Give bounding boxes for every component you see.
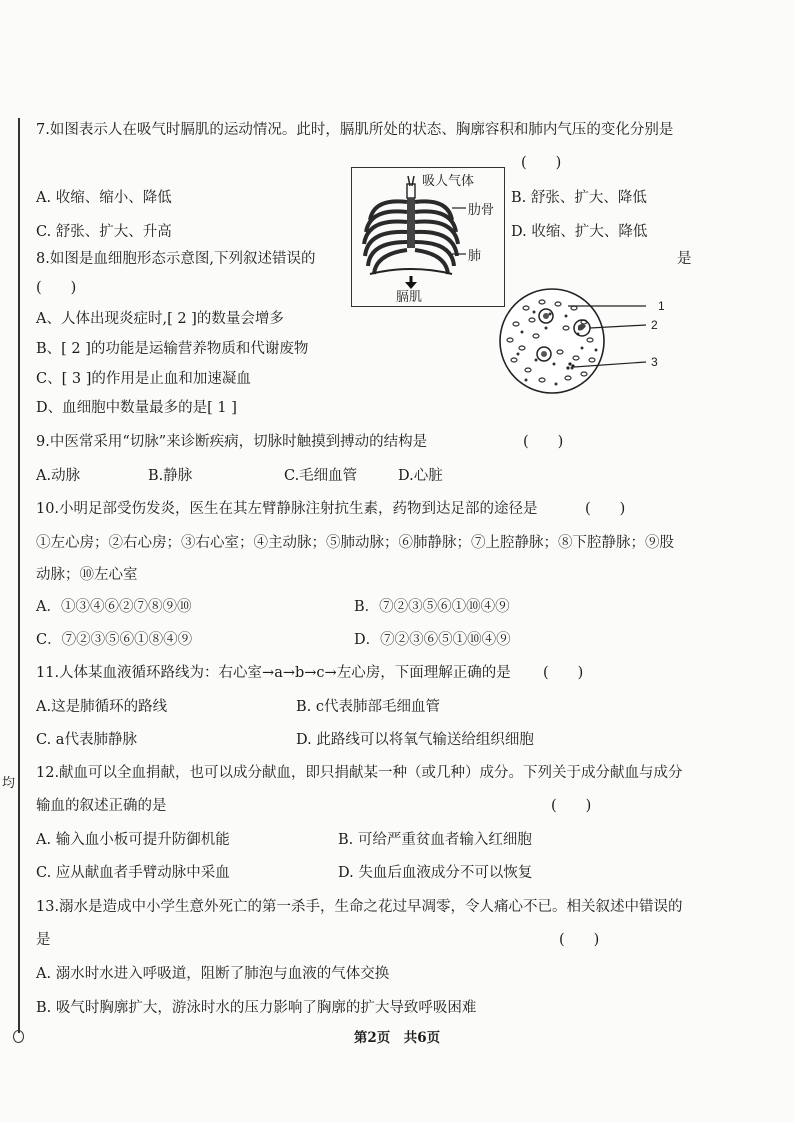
q10-stem: 10.小明足部受伤发炎，医生在其左臂静脉注射抗生素，药物到达足部的途径是 <box>36 501 538 517</box>
q13-answer-paren: ( ) <box>559 932 600 948</box>
q7-ribcage-figure <box>351 167 505 307</box>
q8-option-c: C、[ 3 ]的作用是止血和加速凝血 <box>36 371 251 387</box>
blood-smear-illustration <box>496 288 676 394</box>
q7-option-a: A. 收缩、缩小、降低 <box>36 190 172 206</box>
q9-answer-paren: ( ) <box>523 434 564 450</box>
q7-option-c: C. 舒张、扩大、升高 <box>36 224 172 240</box>
q10-option-a: A．①③④⑥②⑦⑧⑨⑩ <box>36 599 192 615</box>
q12-option-a: A. 输入血小板可提升防御机能 <box>36 832 230 848</box>
cell-label-3: 3 <box>651 355 658 369</box>
q11-option-c: C. a代表肺静脉 <box>36 732 137 748</box>
q11-option-a: A.这是肺循环的路线 <box>36 699 168 715</box>
q10-option-d: D．⑦②③⑥⑤①⑩④⑨ <box>354 632 511 648</box>
q12-stem-continued: 输血的叙述正确的是 <box>36 798 167 814</box>
q7-option-b: B. 舒张、扩大、降低 <box>511 190 647 206</box>
q9-option-c: C.毛细血管 <box>284 468 358 484</box>
q7-option-d: D. 收缩、扩大、降低 <box>511 224 648 240</box>
q12-option-c: C. 应从献血者手臂动脉中采血 <box>36 865 230 881</box>
label-diaphragm: 膈肌 <box>396 290 423 305</box>
q8-option-d: D、血细胞中数量最多的是[ 1 ] <box>36 400 237 416</box>
q12-option-d: D. 失血后血液成分不可以恢复 <box>338 865 533 881</box>
q10-option-b: B．⑦②③⑤⑥①⑩④⑨ <box>354 599 510 615</box>
label-rib: 肋骨 <box>468 203 495 218</box>
label-lung: 肺 <box>468 249 482 264</box>
q8-option-b: B、[ 2 ]的功能是运输营养物质和代谢废物 <box>36 341 309 357</box>
q8-option-a: A、人体出现炎症时,[ 2 ]的数量会增多 <box>36 311 284 327</box>
q11-stem: 11.人体某血液循环路线为：右心室→a→b→c→左心房，下面理解正确的是 <box>36 665 511 681</box>
q13-option-a: A. 溺水时水进入呼吸道，阻断了肺泡与血液的气体交换 <box>36 966 390 982</box>
q9-option-d: D.心脏 <box>398 468 443 484</box>
q8-stem-tail: 是 <box>677 251 692 267</box>
cell-label-1: 1 <box>658 299 665 313</box>
q13-stem: 13.溺水是造成中小学生意外死亡的第一杀手，生命之花过早凋零，令人痛心不已。相关叙述中错误的 <box>36 899 683 915</box>
q11-option-b: B. c代表肺部毛细血管 <box>296 699 440 715</box>
q10-list-line2: 动脉；⑩左心室 <box>36 567 138 583</box>
q11-option-d: D. 此路线可以将氧气输送给组织细胞 <box>296 732 534 748</box>
cell-label-2: 2 <box>651 318 658 332</box>
page-footer: 第2页 共6页 <box>353 1030 441 1046</box>
q7-answer-paren: ( ) <box>521 155 562 171</box>
q9-option-a: A.动脉 <box>36 468 81 484</box>
q13-option-b: B. 吸气时胸廓扩大，游泳时水的压力影响了胸廓的扩大导致呼吸困难 <box>36 1000 477 1016</box>
q8-answer-paren: ( ) <box>36 280 77 296</box>
q10-list-line1: ①左心房；②右心房；③右心室；④主动脉；⑤肺动脉；⑥肺静脉；⑦上腔静脉；⑧下腔静脉；⑨股 <box>36 535 674 551</box>
q8-stem: 8.如图是血细胞形态示意图,下列叙述错误的 <box>36 251 316 267</box>
binding-margin-line <box>18 118 20 1033</box>
q13-stem-continued: 是 <box>36 932 51 948</box>
label-inhaled-air: 吸人气体 <box>422 174 475 189</box>
q12-stem: 12.献血可以全血捐献，也可以成分献血，即只捐献某一种（或几种）成分。下列关于成分献血与成分 <box>36 765 683 781</box>
q7-stem: 7.如图表示人在吸气时膈肌的运动情况。此时，膈肌所处的状态、胸廓容积和肺内气压的变化分别是 <box>36 122 674 138</box>
q12-answer-paren: ( ) <box>551 798 592 814</box>
q10-answer-paren: ( ) <box>585 501 626 517</box>
margin-mark: 均 <box>2 776 16 791</box>
q9-option-b: B.静脉 <box>148 468 193 484</box>
q9-stem: 9.中医常采用“切脉”来诊断疾病，切脉时触摸到搏动的结构是 <box>36 434 428 450</box>
q12-option-b: B. 可给严重贫血者输入红细胞 <box>338 832 532 848</box>
q8-blood-cell-figure <box>496 288 676 394</box>
q10-option-c: C．⑦②③⑤⑥①⑧④⑨ <box>36 632 193 648</box>
q11-answer-paren: ( ) <box>543 665 584 681</box>
